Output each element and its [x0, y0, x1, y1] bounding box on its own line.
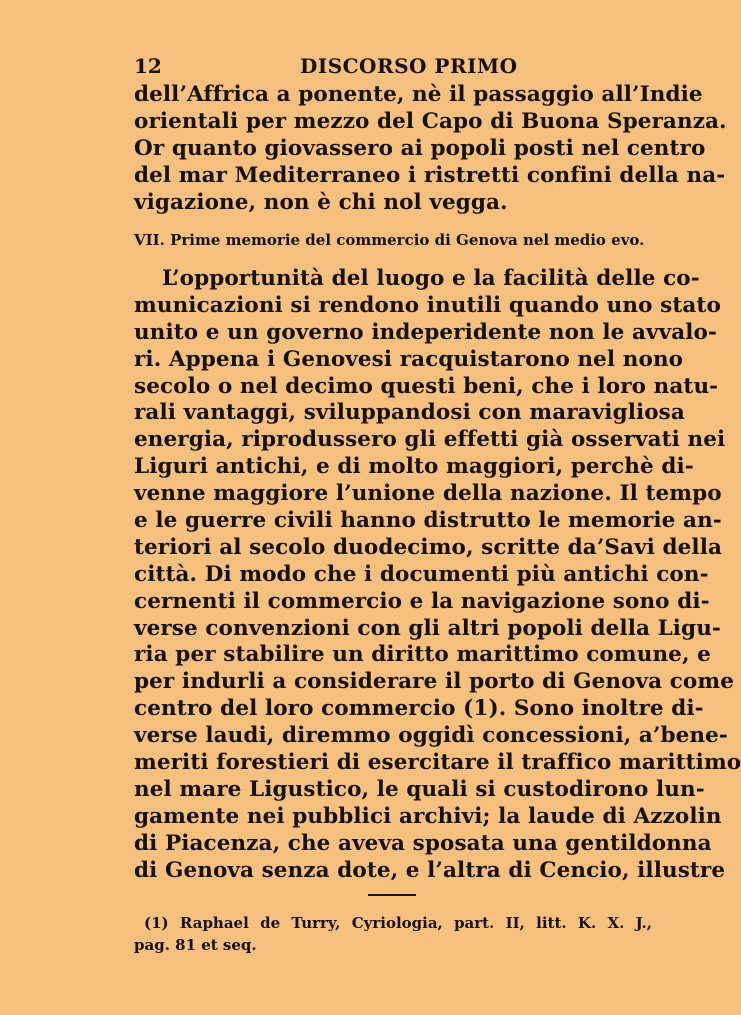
text-line: energia, riprodussero gli effetti già osservati nei: [134, 427, 726, 453]
text-line: verse convenzioni con gli altri popoli della Ligu-: [134, 615, 721, 641]
text-line: cernenti il commercio e la navigazione sono di-: [134, 588, 710, 614]
text-line: L’opportunità del luogo e la facilità delle co-: [162, 266, 700, 291]
text-line: municazioni si rendono inutili quando uno stato: [134, 292, 721, 318]
footnote-separator: [368, 894, 416, 896]
text-line: unito e un governo indeperidente non le avvalo-: [134, 319, 717, 345]
text-line: di Genova senza dote, e l’altra di Cencio, illustre: [134, 857, 726, 883]
text-line: teriori al secolo duodecimo, scritte da’Savi della: [134, 534, 722, 560]
text-line: gamente nei pubblici archivi; la laude di Azzolin: [134, 803, 722, 829]
paragraph-main: [134, 266, 741, 884]
section-heading: VII. Prime memorie del commercio di Genova nel medio evo.: [134, 231, 645, 249]
text-line: secolo o nel decimo questi beni, che i loro natu-: [134, 373, 719, 399]
footnote-line: pag. 81 et seq.: [134, 936, 257, 954]
paragraph-continued: [134, 82, 727, 216]
text-line: orientali per mezzo del Capo di Buona Speranza.: [134, 108, 727, 134]
text-line: dell’Affrica a ponente, nè il passaggio all’Indie: [134, 82, 703, 107]
text-line: nel mare Ligustico, le quali si custodirono lun-: [134, 776, 705, 802]
running-title: DISCORSO PRIMO: [300, 54, 518, 78]
text-line: Or quanto giovassero ai popoli posti nel centro: [134, 135, 706, 161]
text-line: venne maggiore l’unione della nazione. Il tempo: [134, 481, 722, 507]
text-line: ri. Appena i Genovesi racquistarono nel nono: [134, 346, 684, 372]
text-line: e le guerre civili hanno distrutto le memorie an-: [134, 508, 722, 534]
text-line: di Piacenza, che aveva sposata una gentildonna: [134, 830, 712, 856]
text-line: per indurli a considerare il porto di Genova come: [134, 669, 734, 695]
text-line: meriti forestieri di esercitare il traffico marittimo: [134, 750, 741, 776]
footnote-line: (1) Raphael de Turry, Cyriologia, part. II, litt. K. X. J.,: [144, 914, 652, 932]
page-header: [134, 50, 649, 82]
page-number: 12: [134, 54, 162, 78]
text-line: ria per stabilire un diritto marittimo comune, e: [134, 642, 711, 668]
footnote: [134, 912, 652, 956]
text-line: centro del loro commercio (1). Sono inoltre di-: [134, 696, 704, 722]
text-line: città. Di modo che i documenti più antichi con-: [134, 561, 709, 587]
text-line: del mar Mediterraneo i ristretti confini della na-: [134, 162, 726, 188]
text-line: verse laudi, diremmo oggidì concessioni, a’bene-: [134, 723, 728, 749]
text-line: rali vantaggi, sviluppandosi con maravigliosa: [134, 400, 685, 426]
text-line: vigazione, non è chi nol vegga.: [134, 189, 508, 215]
text-line: Liguri antichi, e di molto maggiori, perchè di-: [134, 454, 694, 480]
